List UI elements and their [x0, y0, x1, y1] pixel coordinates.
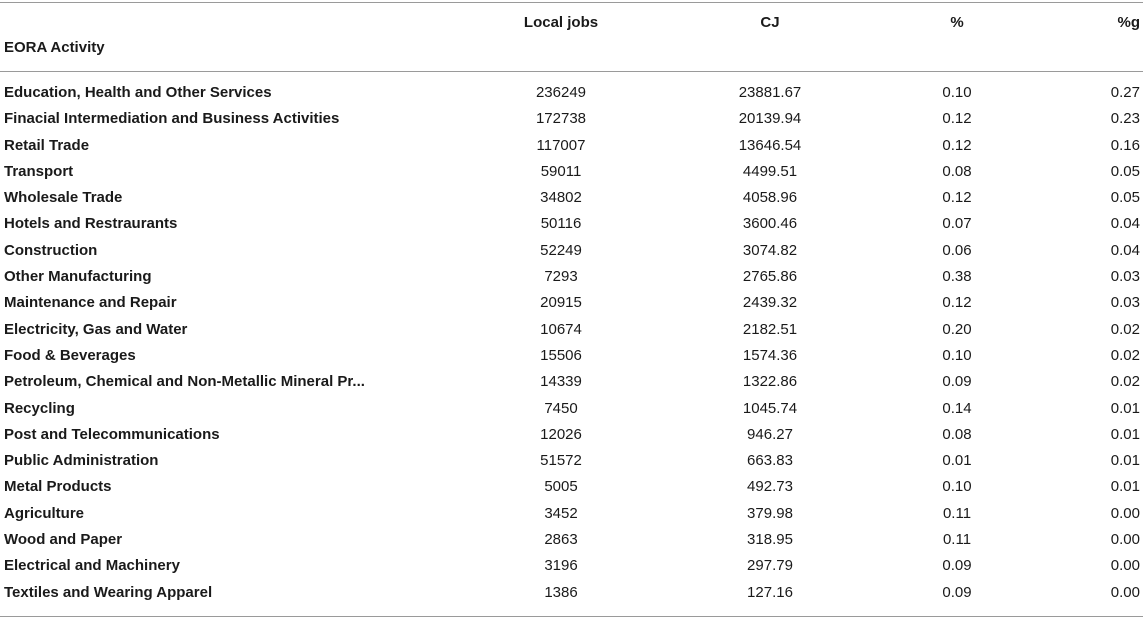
cell-percent-g: 0.00 — [1110, 504, 1140, 522]
table-row — [0, 474, 1143, 500]
cell-cj: 4499.51 — [742, 162, 798, 180]
cell-percent-g: 0.04 — [1110, 241, 1140, 259]
cell-cj: 663.83 — [747, 452, 793, 470]
table-row — [0, 185, 1143, 211]
cell-local-jobs: 20915 — [540, 294, 582, 312]
table-row — [0, 343, 1143, 369]
table-row — [0, 317, 1143, 343]
cell-percent: 0.07 — [942, 215, 972, 233]
cell-activity: Metal Products — [4, 478, 112, 496]
cell-percent: 0.08 — [942, 162, 972, 180]
cell-percent: 0.01 — [942, 452, 972, 470]
cell-percent-g: 0.27 — [1110, 84, 1140, 101]
table-row — [0, 238, 1143, 264]
cell-percent: 0.09 — [942, 373, 972, 391]
cell-local-jobs: 10674 — [540, 320, 582, 338]
cell-local-jobs: 236249 — [535, 84, 587, 101]
cell-local-jobs: 7293 — [544, 268, 578, 286]
cell-percent-g: 0.02 — [1110, 346, 1140, 364]
cell-local-jobs: 51572 — [540, 452, 582, 470]
cell-percent-g: 0.02 — [1110, 373, 1140, 391]
cell-cj: 1574.36 — [742, 346, 798, 364]
cell-activity: Retail Trade — [4, 136, 90, 154]
cell-percent: 0.10 — [942, 84, 972, 101]
cell-percent-g: 0.01 — [1110, 425, 1140, 443]
cell-percent-g: 0.16 — [1110, 136, 1140, 154]
cell-cj: 1322.86 — [742, 373, 798, 391]
cell-local-jobs: 172738 — [535, 110, 587, 128]
cell-activity: Public Administration — [4, 452, 159, 470]
cell-local-jobs: 2863 — [544, 531, 578, 549]
cell-cj: 3074.82 — [742, 241, 798, 259]
cell-local-jobs: 117007 — [536, 136, 586, 154]
cell-cj: 3600.46 — [742, 215, 798, 233]
cell-percent: 0.08 — [942, 425, 972, 443]
table-body — [0, 80, 1143, 606]
cell-activity: Education, Health and Other Services — [4, 84, 272, 101]
cell-percent: 0.11 — [942, 504, 972, 522]
cell-activity: Electricity, Gas and Water — [4, 320, 188, 338]
table-row — [0, 501, 1143, 527]
cell-percent-g: 0.00 — [1110, 531, 1140, 549]
header-rule — [0, 71, 1143, 72]
table-row — [0, 133, 1143, 159]
cell-percent-g: 0.04 — [1110, 215, 1140, 233]
cell-activity: Finacial Intermediation and Business Activities — [4, 110, 340, 128]
cell-local-jobs: 1386 — [544, 583, 578, 601]
table-row — [0, 369, 1143, 395]
cell-cj: 13646.54 — [738, 136, 802, 154]
cell-cj: 127.16 — [747, 583, 793, 601]
cell-percent: 0.12 — [942, 294, 972, 312]
cell-activity: Construction — [4, 241, 98, 259]
cell-cj: 2439.32 — [742, 294, 798, 312]
cell-percent: 0.12 — [942, 189, 972, 207]
cell-percent-g: 0.23 — [1110, 110, 1140, 128]
cell-cj: 1045.74 — [742, 399, 798, 417]
cell-cj: 2765.86 — [742, 268, 798, 286]
table-row — [0, 290, 1143, 316]
cell-cj: 2182.51 — [742, 320, 798, 338]
table-row — [0, 580, 1143, 606]
cell-local-jobs: 5005 — [544, 478, 578, 496]
cell-cj: 20139.94 — [738, 110, 802, 128]
table-row — [0, 448, 1143, 474]
cell-activity: Food & Beverages — [4, 346, 136, 364]
header-cj: CJ — [760, 14, 780, 31]
table-row — [0, 106, 1143, 132]
header-eora-activity: EORA Activity — [4, 39, 105, 56]
table-row — [0, 422, 1143, 448]
cell-activity: Petroleum, Chemical and Non-Metallic Mineral Pr... — [4, 373, 365, 391]
cell-percent: 0.12 — [942, 110, 972, 128]
cell-cj: 492.73 — [747, 478, 793, 496]
cell-local-jobs: 14339 — [540, 373, 582, 391]
cell-percent: 0.38 — [942, 268, 972, 286]
cell-percent: 0.11 — [942, 531, 972, 549]
cell-percent-g: 0.02 — [1110, 320, 1140, 338]
cell-cj: 946.27 — [747, 425, 793, 443]
header-local-jobs: Local jobs — [523, 14, 599, 31]
cell-percent-g: 0.03 — [1110, 268, 1140, 286]
cell-activity: Hotels and Restraurants — [4, 215, 178, 233]
cell-cj: 297.79 — [747, 557, 793, 575]
table-row — [0, 264, 1143, 290]
cell-activity: Other Manufacturing — [4, 268, 152, 286]
cell-local-jobs: 12026 — [540, 425, 582, 443]
cell-local-jobs: 15506 — [540, 346, 582, 364]
cell-percent-g: 0.03 — [1110, 294, 1140, 312]
cell-activity: Agriculture — [4, 504, 85, 522]
header-percent: % — [950, 14, 964, 31]
table-row — [0, 396, 1143, 422]
table-row — [0, 527, 1143, 553]
cell-percent: 0.20 — [942, 320, 972, 338]
cell-activity: Transport — [4, 162, 74, 180]
cell-local-jobs: 7450 — [544, 399, 578, 417]
cell-activity: Electrical and Machinery — [4, 557, 180, 575]
cell-activity: Wholesale Trade — [4, 189, 123, 207]
cell-local-jobs: 59011 — [540, 162, 582, 180]
table-row — [0, 80, 1143, 106]
cell-local-jobs: 50116 — [540, 215, 582, 233]
cell-percent: 0.09 — [942, 557, 972, 575]
cell-local-jobs: 3452 — [544, 504, 578, 522]
cell-percent-g: 0.01 — [1110, 478, 1140, 496]
cell-activity: Maintenance and Repair — [4, 294, 177, 312]
cell-percent: 0.06 — [942, 241, 972, 259]
cell-percent-g: 0.00 — [1110, 557, 1140, 575]
cell-percent-g: 0.05 — [1110, 189, 1140, 207]
cell-percent: 0.14 — [942, 399, 972, 417]
cell-percent: 0.09 — [942, 583, 972, 601]
cell-percent-g: 0.01 — [1110, 452, 1140, 470]
table-row — [0, 553, 1143, 579]
table-row — [0, 159, 1143, 185]
table-row — [0, 211, 1143, 237]
cell-cj: 23881.67 — [738, 84, 802, 101]
header-percent-g: %g — [1117, 14, 1140, 31]
cell-activity: Textiles and Wearing Apparel — [4, 583, 213, 601]
cell-activity: Recycling — [4, 399, 75, 417]
cell-percent: 0.10 — [942, 478, 972, 496]
cell-cj: 318.95 — [747, 531, 793, 549]
cell-cj: 379.98 — [747, 504, 793, 522]
cell-percent-g: 0.05 — [1110, 162, 1140, 180]
top-rule — [0, 2, 1143, 3]
cell-percent: 0.10 — [942, 346, 972, 364]
cell-local-jobs: 52249 — [540, 241, 582, 259]
bottom-rule — [0, 616, 1143, 617]
cell-local-jobs: 3196 — [544, 557, 578, 575]
cell-percent-g: 0.01 — [1110, 399, 1140, 417]
cell-activity: Wood and Paper — [4, 531, 123, 549]
cell-local-jobs: 34802 — [540, 189, 582, 207]
cell-percent: 0.12 — [942, 136, 972, 154]
cell-cj: 4058.96 — [742, 189, 798, 207]
cell-percent-g: 0.00 — [1110, 583, 1140, 601]
cell-activity: Post and Telecommunications — [4, 425, 220, 443]
